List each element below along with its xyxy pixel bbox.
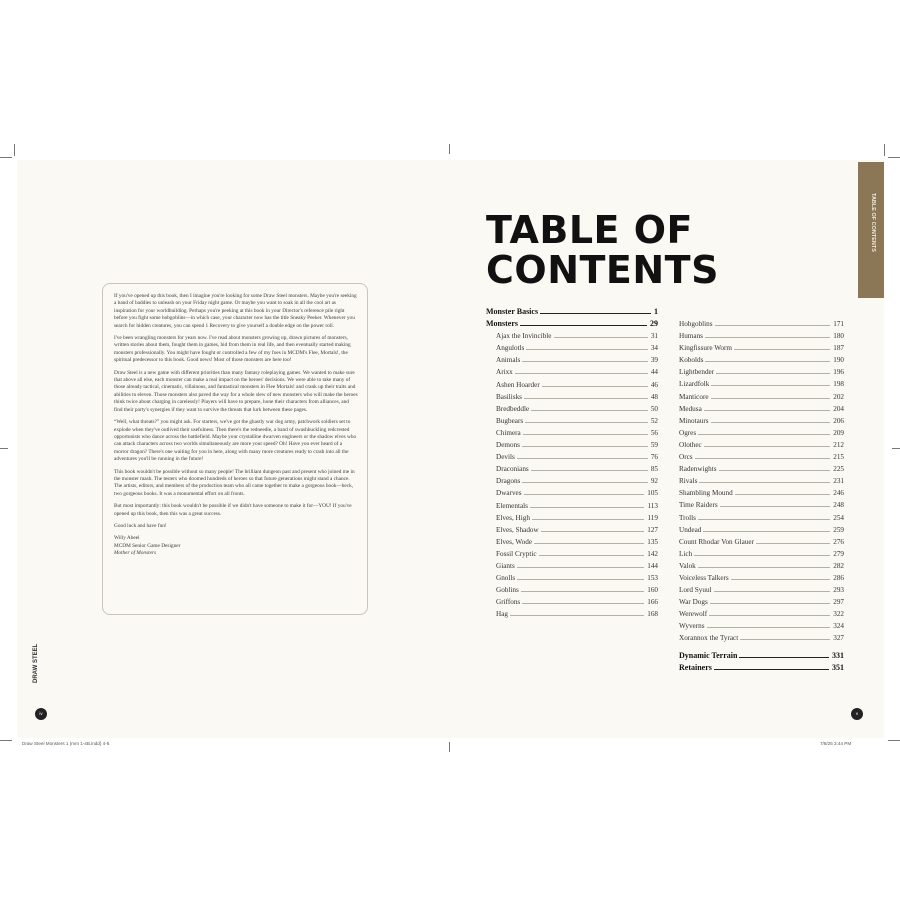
toc-entry-row bbox=[486, 415, 658, 427]
toc-entry-page: 105 bbox=[647, 489, 658, 498]
toc-entry-page: 59 bbox=[650, 441, 658, 450]
toc-entry-row bbox=[486, 391, 658, 403]
toc-entry-row bbox=[486, 500, 658, 512]
leader-line bbox=[731, 579, 830, 580]
toc-entry-page: 119 bbox=[647, 513, 658, 522]
toc-entry-row bbox=[679, 548, 844, 560]
slug-left: Draw Steel Monsters 1 (mm 1-4B.indd) 4-5 bbox=[22, 741, 110, 746]
toc-entry-label: Rivals bbox=[679, 477, 698, 486]
toc-entry-row bbox=[486, 427, 658, 439]
toc-entry-page: 293 bbox=[833, 586, 844, 595]
spine-label: DRAW STEEL bbox=[33, 643, 39, 683]
toc-entry-row bbox=[486, 536, 658, 548]
toc-entry-label: Dwarves bbox=[496, 489, 522, 498]
toc-entry-label: Dynamic Terrain bbox=[679, 650, 738, 660]
toc-entry-row bbox=[679, 463, 844, 475]
leader-line bbox=[710, 603, 830, 604]
leader-line bbox=[739, 657, 829, 658]
leader-line bbox=[704, 410, 830, 411]
leader-line bbox=[531, 470, 648, 471]
toc-entry-row bbox=[486, 379, 658, 391]
signature bbox=[114, 535, 358, 557]
leader-line bbox=[539, 555, 645, 556]
toc-entry-row bbox=[679, 342, 844, 354]
toc-entry-label: Lizardfolk bbox=[679, 380, 710, 389]
leader-line bbox=[520, 325, 647, 326]
toc-entry-page: 231 bbox=[833, 477, 844, 486]
leader-line bbox=[542, 386, 648, 387]
toc-entry-row bbox=[486, 366, 658, 378]
foreword-paragraph: But most importantly: this book wouldn't be possible if we didn't have someone to make it for—YOU! If you've opened up this book, then this was a great success. bbox=[114, 503, 352, 517]
toc-entry-page: 206 bbox=[833, 416, 844, 425]
toc-entry-page: 202 bbox=[833, 392, 844, 401]
toc-entry-label: Chimera bbox=[496, 428, 521, 437]
toc-entry-page: 29 bbox=[650, 319, 658, 329]
toc-entry-row bbox=[486, 354, 658, 366]
toc-entry-page: 198 bbox=[833, 380, 844, 389]
toc-section-row bbox=[486, 318, 658, 330]
toc-entry-page: 113 bbox=[647, 501, 658, 510]
leader-line bbox=[694, 555, 830, 556]
toc-entry-label: Lich bbox=[679, 549, 693, 558]
toc-entry-row bbox=[679, 596, 844, 608]
toc-entry-page: 92 bbox=[650, 477, 658, 486]
toc-entry-row bbox=[679, 391, 844, 403]
toc-entry-page: 297 bbox=[833, 598, 844, 607]
toc-entry-label: Draconians bbox=[496, 465, 529, 474]
toc-entry-label: Shambling Mound bbox=[679, 489, 733, 498]
slug-right: 7/8/25 3:44 PM bbox=[820, 741, 852, 746]
toc-entry-page: 254 bbox=[833, 513, 844, 522]
leader-line bbox=[734, 349, 830, 350]
toc-entry-page: 196 bbox=[833, 368, 844, 377]
leader-line bbox=[699, 482, 830, 483]
toc-entry-row bbox=[679, 608, 844, 620]
toc-entry-label: Elementals bbox=[496, 501, 528, 510]
toc-entry-page: 331 bbox=[832, 650, 844, 660]
toc-entry-page: 142 bbox=[647, 549, 658, 558]
toc-entry-row bbox=[486, 439, 658, 451]
leader-line bbox=[711, 385, 830, 386]
toc-entry-label: Giants bbox=[496, 561, 515, 570]
leader-line bbox=[735, 494, 831, 495]
toc-entry-row bbox=[679, 536, 844, 548]
crop-mark bbox=[0, 157, 12, 158]
toc-entry-row bbox=[679, 487, 844, 499]
toc-entry-row bbox=[679, 524, 844, 536]
toc-entry-label: Bugbears bbox=[496, 416, 524, 425]
toc-entry-label: Lightbender bbox=[679, 368, 715, 377]
leader-line bbox=[510, 615, 644, 616]
crop-mark bbox=[888, 740, 900, 741]
toc-entry-page: 1 bbox=[654, 307, 658, 316]
page-number-left: iv bbox=[35, 708, 47, 720]
leader-line bbox=[756, 543, 830, 544]
leader-line bbox=[698, 567, 830, 568]
toc-entry-row bbox=[679, 318, 844, 330]
toc-entry-label: Valok bbox=[679, 561, 696, 570]
foreword-paragraph: Draw Steel is a new game with different priorities than many fantasy roleplaying games. We wanted to make sure that above all else, each monster can make a real impact on the heroes' decisions. We were able to take many of those already tactical, cinematic, villainous, and fantastical monsters in Flee Mortals! and crank up their traits and abilities to eleven. Those monsters also paved the way for a whole slew of new monsters who will make the heroes think twice about charging in carelessly! Players will have to prepare, hone their characters from alliances, and find their party's synergies if they want to survive the threats that lurk between these pages. bbox=[114, 369, 358, 413]
toc-entry-label: Ajax the Invincible bbox=[496, 332, 552, 341]
leader-line bbox=[531, 410, 648, 411]
toc-entry-label: Hobgoblins bbox=[679, 320, 713, 328]
toc-entry-label: Olothec bbox=[679, 440, 702, 449]
leader-line bbox=[716, 373, 830, 374]
toc-entry-row bbox=[679, 499, 844, 511]
leader-line bbox=[703, 531, 830, 532]
leader-line bbox=[534, 543, 644, 544]
toc-entry-page: 322 bbox=[833, 610, 844, 619]
toc-column-2 bbox=[679, 318, 844, 674]
leader-line bbox=[526, 349, 647, 350]
leader-line bbox=[698, 434, 830, 435]
leader-line bbox=[517, 579, 644, 580]
toc-section-row bbox=[679, 650, 844, 662]
crop-mark bbox=[0, 448, 8, 449]
leader-line bbox=[698, 519, 830, 520]
toc-entry-row bbox=[679, 427, 844, 439]
toc-entry-row bbox=[679, 378, 844, 390]
leader-line bbox=[522, 603, 644, 604]
toc-entry-page: 168 bbox=[647, 610, 658, 619]
toc-entry-label: Elves, Wode bbox=[496, 537, 533, 546]
foreword-paragraph: I've been wrangling monsters for years now. I've read about monsters growing up, drawn pictures of monsters, written stories about them, fought them in games, hid from them in real life, and then eventually started making monsters professionally. You might have fought or controlled a few of my foes in MCDM's Flee, Mortals!, the spiritual predecessor to this book. Good news! Most of those monsters are here too! bbox=[114, 335, 351, 364]
leader-line bbox=[719, 470, 831, 471]
leader-line bbox=[704, 446, 830, 447]
toc-entry-row bbox=[679, 632, 844, 644]
toc-entry-label: Elves, Shadow bbox=[496, 525, 539, 534]
toc-entry-row bbox=[486, 475, 658, 487]
signature-subtitle: Mother of Monsters bbox=[114, 550, 157, 557]
toc-entry-label: Manticore bbox=[679, 392, 709, 401]
toc-entry-label: Elves, High bbox=[496, 513, 530, 522]
toc-entry-label: Minotaurs bbox=[679, 416, 709, 425]
toc-entry-label: Medusa bbox=[679, 404, 702, 413]
toc-entry-label: Goblins bbox=[496, 586, 519, 595]
leader-line bbox=[714, 669, 829, 670]
toc-entry-row bbox=[486, 572, 658, 584]
toc-entry-label: Trolls bbox=[679, 513, 696, 522]
toc-entry-row bbox=[486, 487, 658, 499]
toc-entry-label: Basilisks bbox=[496, 392, 522, 401]
leader-line bbox=[517, 567, 644, 568]
toc-entry-row bbox=[679, 354, 844, 366]
toc-entry-row bbox=[679, 403, 844, 415]
toc-entry-label: Kobolds bbox=[679, 356, 704, 365]
toc-entry-label: Ashen Hoarder bbox=[496, 380, 540, 389]
toc-entry-row bbox=[486, 560, 658, 572]
toc-entry-row bbox=[679, 512, 844, 524]
foreword-paragraph: “Well, what threats?” you might ask. For starters, we've got the ghastly war dog army, patchwork soldiers set to explode when they've outlived their usefulness. Then there's the redneedle, a band of swashbuckling redcrested opportunists who dance across the battlefield. Maybe your crystalline dwarven engineers or the shadow elves who can attack characters across two worlds simultaneously are more your speed? Oh! Have you ever heard of a morror dragon? There's one waiting for you in here, along with many more creatures ready to crash into all the adventures you'll be running in the future! bbox=[114, 419, 357, 463]
toc-entry-label: Animals bbox=[496, 356, 521, 365]
toc-entry-label: Radenwights bbox=[679, 465, 717, 474]
toc-entry-page: 52 bbox=[650, 416, 658, 425]
crop-mark bbox=[892, 448, 900, 449]
toc-entry-row bbox=[486, 463, 658, 475]
toc-entry-page: 204 bbox=[833, 404, 844, 413]
toc-entry-label: Lord Syuul bbox=[679, 586, 712, 595]
toc-entry-label: Demons bbox=[496, 441, 520, 450]
toc-entry-row bbox=[679, 366, 844, 378]
toc-entry-page: 190 bbox=[833, 356, 844, 365]
leader-line bbox=[709, 615, 830, 616]
leader-line bbox=[711, 398, 831, 399]
page-number-right: v bbox=[851, 708, 863, 720]
toc-entry-row bbox=[679, 584, 844, 596]
leader-line bbox=[523, 434, 648, 435]
leader-line bbox=[705, 337, 830, 338]
toc-entry-label: Ogres bbox=[679, 428, 697, 437]
foreword-paragraph: If you've opened up this book, then I imagine you're looking for some Draw Steel monsters. Maybe you're seeking a band of baddies to unleash on your Friday night game. Or maybe you want to soak in all the cool art as inspiration for your worldbuilding. Perhaps you're peeking at this book in your Director's reference pile right before you fight some hobgoblins—in which case, your character now has the title Sneaky Peeker. Whenever you search for hidden creatures, you can spend 1 Recovery to give yourself a double edge on the power roll. bbox=[114, 293, 357, 329]
toc-entry-page: 76 bbox=[650, 453, 658, 462]
leader-line bbox=[525, 422, 648, 423]
toc-entry-row bbox=[679, 620, 844, 632]
foreword-paragraph: Good luck and have fun! bbox=[114, 522, 167, 529]
toc-entry-page: 48 bbox=[650, 392, 658, 401]
toc-entry-label: Arixx bbox=[496, 368, 513, 377]
leader-line bbox=[532, 519, 645, 520]
toc-entry-row bbox=[486, 548, 658, 560]
toc-entry-page: 276 bbox=[833, 537, 844, 546]
leader-line bbox=[524, 398, 648, 399]
title-line-2: CONTENTS bbox=[486, 248, 719, 292]
toc-entry-page: 351 bbox=[832, 662, 844, 672]
toc-entry-page: 209 bbox=[833, 428, 844, 437]
leader-line bbox=[521, 591, 644, 592]
toc-section-row bbox=[679, 662, 844, 674]
toc-entry-label: Undead bbox=[679, 525, 702, 534]
toc-column-1 bbox=[486, 306, 658, 620]
toc-entry-page: 39 bbox=[650, 356, 658, 365]
toc-entry-label: Kingfissure Worm bbox=[679, 344, 732, 353]
crop-mark bbox=[884, 144, 885, 156]
toc-entry-page: 50 bbox=[650, 404, 658, 413]
leader-line bbox=[715, 325, 831, 326]
toc-entry-label: Devils bbox=[496, 453, 515, 462]
toc-entry-label: Werewolf bbox=[679, 610, 708, 619]
toc-entry-page: 135 bbox=[647, 537, 658, 546]
toc-entry-row bbox=[486, 596, 658, 608]
toc-entry-label: War Dogs bbox=[679, 598, 708, 607]
leader-line bbox=[714, 591, 831, 592]
toc-entry-row bbox=[486, 512, 658, 524]
toc-entry-label: Wyverns bbox=[679, 622, 705, 631]
toc-entry-page: 31 bbox=[650, 332, 658, 341]
leader-line bbox=[540, 313, 651, 314]
leader-line bbox=[522, 446, 648, 447]
page-title bbox=[486, 210, 746, 290]
toc-entry-label: Retainers bbox=[679, 662, 712, 672]
leader-line bbox=[740, 639, 830, 640]
leader-line bbox=[517, 458, 648, 459]
toc-entry-page: 225 bbox=[833, 465, 844, 474]
toc-entry-label: Monsters bbox=[486, 319, 518, 329]
leader-line bbox=[711, 422, 831, 423]
toc-entry-label: Fossil Cryptic bbox=[496, 549, 537, 558]
toc-entry-page: 212 bbox=[833, 440, 844, 449]
leader-line bbox=[522, 482, 647, 483]
toc-entry-page: 56 bbox=[650, 428, 658, 437]
leader-line bbox=[695, 458, 831, 459]
toc-entry-row bbox=[486, 524, 658, 536]
toc-entry-label: Angulotls bbox=[496, 344, 525, 353]
toc-entry-row bbox=[679, 560, 844, 572]
toc-entry-page: 324 bbox=[833, 622, 844, 631]
toc-entry-row bbox=[679, 451, 844, 463]
toc-entry-row bbox=[486, 342, 658, 354]
toc-section-row bbox=[486, 306, 658, 318]
toc-entry-label: Monster Basics bbox=[486, 307, 539, 316]
foreword-box bbox=[102, 283, 368, 615]
toc-entry-page: 144 bbox=[647, 561, 658, 570]
toc-entry-page: 127 bbox=[647, 525, 658, 534]
leader-line bbox=[554, 337, 648, 338]
toc-entry-label: Griffons bbox=[496, 598, 521, 607]
toc-entry-row bbox=[679, 330, 844, 342]
leader-line bbox=[524, 494, 645, 495]
toc-entry-page: 286 bbox=[833, 573, 844, 582]
chapter-tab-label: TABLE OF CONTENTS bbox=[870, 193, 876, 252]
toc-entry-label: Dragons bbox=[496, 477, 521, 486]
title-line-1: TABLE OF bbox=[486, 208, 694, 252]
foreword-paragraph: This book wouldn't be possible without so many people! The brilliant dungeon past and present who joined me in the monster mash. The testers who doomed hundreds of heroes so that future generations might stand a chance. The artists, editors, and members of the production team who all came together to make a gorgeous book—heck, two gorgeous books. It was a monumental effort on all fronts. bbox=[114, 468, 355, 497]
crop-mark bbox=[14, 144, 15, 156]
toc-entry-page: 180 bbox=[833, 332, 844, 341]
toc-entry-page: 246 bbox=[833, 489, 844, 498]
toc-entry-row bbox=[679, 439, 844, 451]
leader-line bbox=[720, 506, 831, 507]
toc-entry-page: 44 bbox=[650, 368, 658, 377]
leader-line bbox=[530, 507, 645, 508]
toc-entry-row bbox=[679, 572, 844, 584]
toc-entry-page: 282 bbox=[833, 561, 844, 570]
toc-entry-page: 187 bbox=[833, 344, 844, 353]
toc-entry-page: 327 bbox=[833, 634, 844, 643]
leader-line bbox=[705, 361, 830, 362]
toc-entry-label: Time Raiders bbox=[679, 501, 718, 510]
toc-entry-label: Xorannox the Tyract bbox=[679, 634, 739, 643]
toc-entry-page: 85 bbox=[650, 465, 658, 474]
toc-entry-label: Gnolls bbox=[496, 574, 516, 583]
toc-entry-label: Voiceless Talkers bbox=[679, 573, 729, 582]
toc-entry-row bbox=[679, 475, 844, 487]
leader-line bbox=[707, 627, 831, 628]
leader-line bbox=[522, 361, 647, 362]
toc-entry-row bbox=[486, 451, 658, 463]
toc-entry-page: 153 bbox=[647, 574, 658, 583]
toc-entry-page: 160 bbox=[647, 586, 658, 595]
toc-entry-row bbox=[486, 584, 658, 596]
toc-entry-label: Orcs bbox=[679, 453, 693, 462]
signature-name: Willy Abeel bbox=[114, 535, 140, 542]
toc-entry-label: Bredbeddle bbox=[496, 404, 530, 413]
toc-entry-row bbox=[486, 608, 658, 620]
toc-entry-page: 171 bbox=[833, 320, 844, 328]
crop-mark bbox=[449, 144, 450, 154]
toc-entry-page: 166 bbox=[647, 598, 658, 607]
toc-entry-page: 46 bbox=[650, 380, 658, 389]
toc-entry-label: Humans bbox=[679, 332, 703, 341]
toc-entry-page: 215 bbox=[833, 453, 844, 462]
signature-title: MCDM Senior Game Designer bbox=[114, 542, 181, 549]
toc-entry-page: 259 bbox=[833, 525, 844, 534]
crop-mark bbox=[0, 740, 12, 741]
toc-entry-label: Hag bbox=[496, 610, 508, 619]
toc-entry-page: 279 bbox=[833, 549, 844, 558]
crop-mark bbox=[449, 742, 450, 752]
toc-entry-row bbox=[486, 403, 658, 415]
toc-entry-row bbox=[679, 415, 844, 427]
toc-entry-label: Count Rhodar Von Glauer bbox=[679, 537, 754, 546]
toc-entry-page: 34 bbox=[650, 344, 658, 353]
crop-mark bbox=[888, 157, 900, 158]
toc-entry-page: 248 bbox=[833, 501, 844, 510]
toc-entry-row bbox=[486, 330, 658, 342]
leader-line bbox=[515, 373, 648, 374]
leader-line bbox=[541, 531, 644, 532]
